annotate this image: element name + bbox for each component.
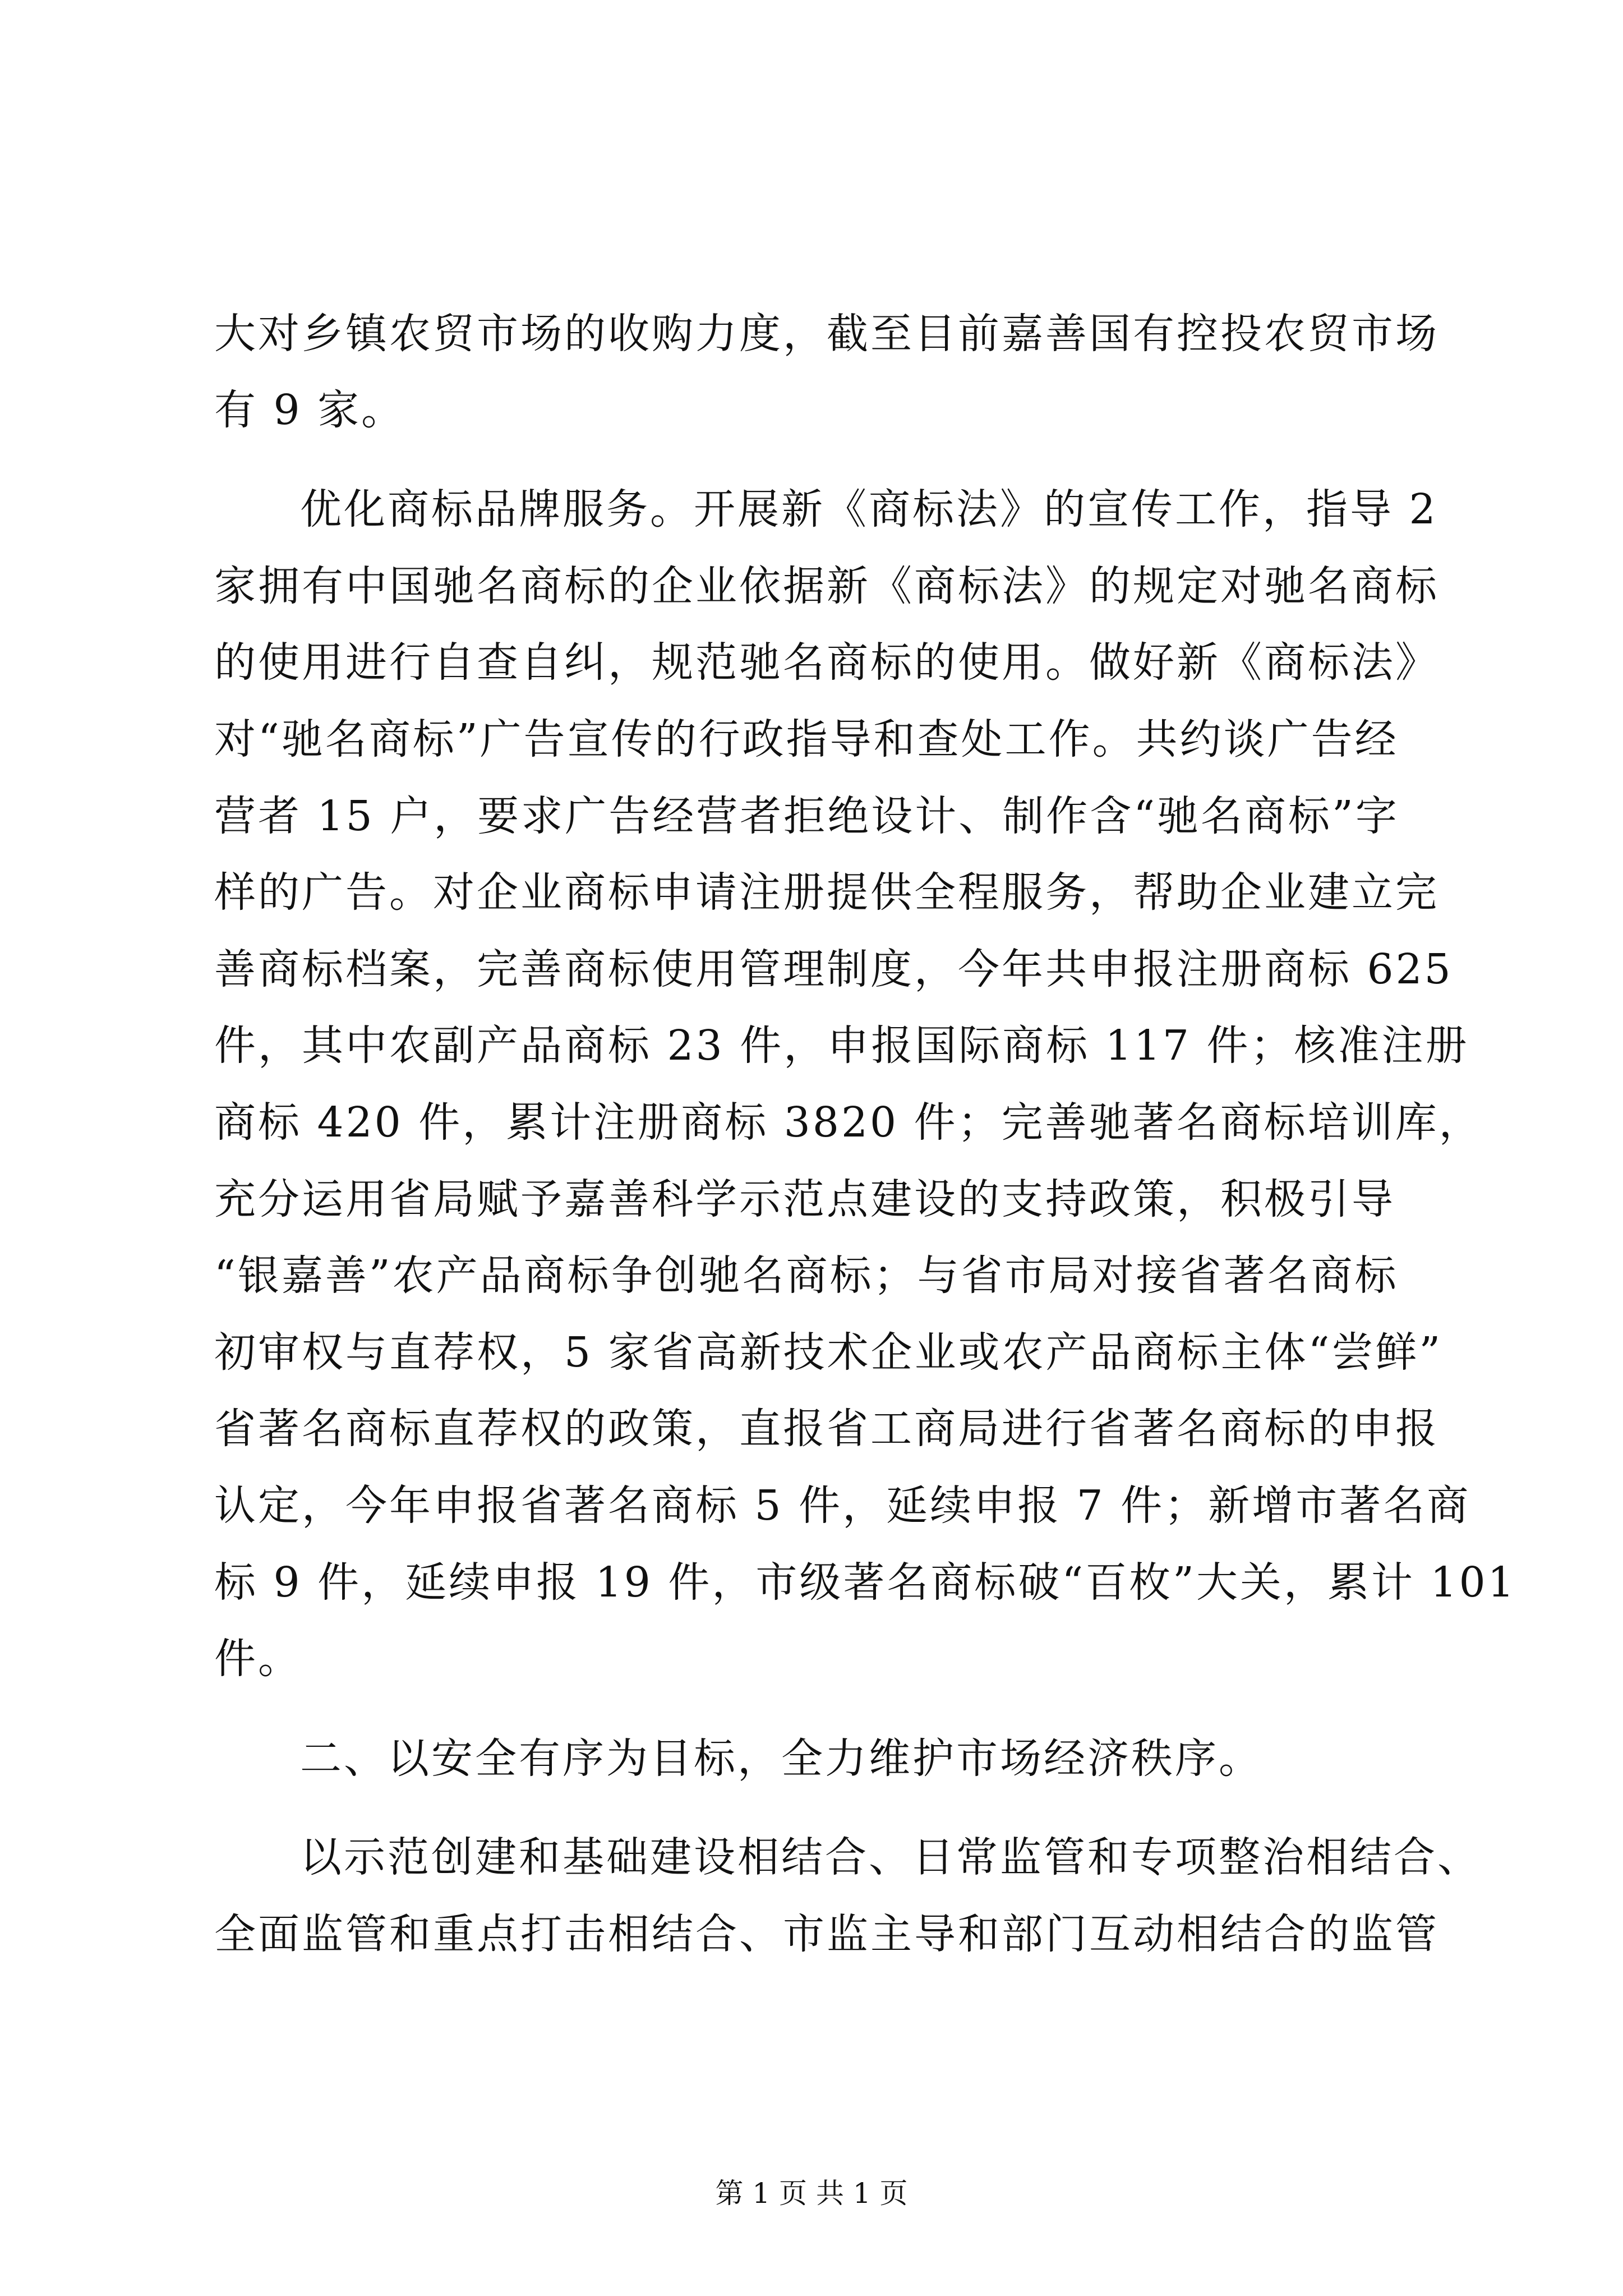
text-line: 认定，今年申报省著名商标 5 件，延续申报 7 件；新增市著名商: [214, 1481, 1471, 1530]
paragraph-first-line: 优化商标品牌服务。开展新《商标法》的宣传工作，指导 2: [300, 485, 1438, 533]
section-heading: 二、以安全有序为目标，全力维护市场经济秩序。: [300, 1734, 1262, 1783]
page-footer: 第 1 页 共 1 页: [715, 2177, 908, 2210]
text-line: 大对乡镇农贸市场的收购力度，截至目前嘉善国有控投农贸市场: [214, 310, 1439, 358]
text-line: 商标 420 件，累计注册商标 3820 件；完善驰著名商标培训库，: [214, 1098, 1483, 1147]
text-line: 充分运用省局赋予嘉善科学示范点建设的支持政策，积极引导: [214, 1175, 1395, 1223]
text-line: 件。: [214, 1635, 302, 1683]
text-line: 营者 15 户，要求广告经营者拒绝设计、制作含“驰名商标”字: [214, 792, 1399, 840]
text-line: 样的广告。对企业商标申请注册提供全程服务，帮助企业建立完: [214, 868, 1439, 917]
text-line: 件，其中农副产品商标 23 件，申报国际商标 117 件；核准注册: [214, 1022, 1469, 1070]
text-line: 对“驰名商标”广告宣传的行政指导和查处工作。共约谈广告经: [214, 715, 1399, 763]
text-line: 善商标档案，完善商标使用管理制度，今年共申报注册商标 625: [214, 945, 1453, 993]
text-line: 有 9 家。: [214, 386, 405, 434]
text-line: 的使用进行自查自纠，规范驰名商标的使用。做好新《商标法》: [214, 638, 1439, 687]
text-line: 初审权与直荐权，5 家省高新技术企业或农产品商标主体“尝鲜”: [214, 1328, 1443, 1377]
paragraph-first-line: 以示范创建和基础建设相结合、日常监管和专项整治相结合、: [300, 1833, 1481, 1881]
text-line: “银嘉善”农产品商标争创驰名商标；与省市局对接省著名商标: [214, 1251, 1399, 1300]
text-line: 全面监管和重点打击相结合、市监主导和部门互动相结合的监管: [214, 1910, 1439, 1958]
text-line: 省著名商标直荐权的政策，直报省工商局进行省著名商标的申报: [214, 1405, 1439, 1453]
text-line: 家拥有中国驰名商标的企业依据新《商标法》的规定对驰名商标: [214, 562, 1439, 610]
text-line: 标 9 件，延续申报 19 件，市级著名商标破“百枚”大关，累计 101: [214, 1558, 1516, 1607]
